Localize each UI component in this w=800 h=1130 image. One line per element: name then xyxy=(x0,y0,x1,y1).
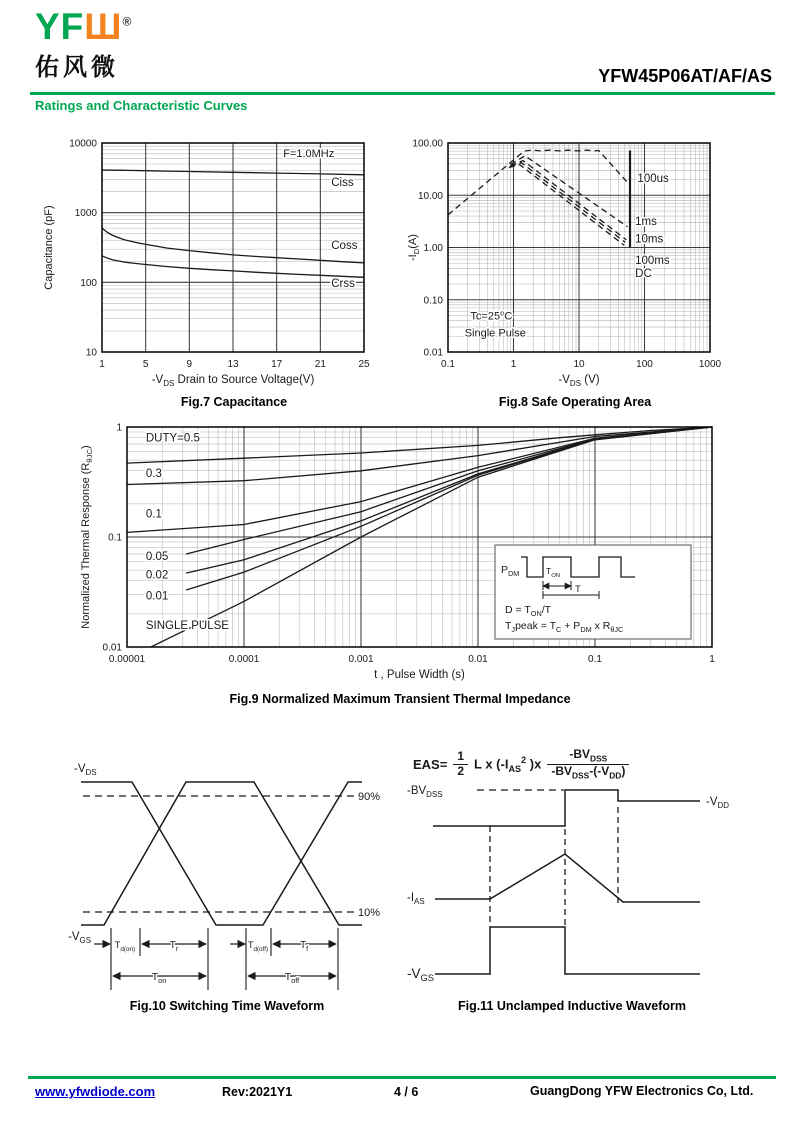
svg-text:Ciss: Ciss xyxy=(331,177,354,190)
vds-waveform xyxy=(81,782,362,925)
svg-text:10: 10 xyxy=(85,347,97,359)
timing-ticks xyxy=(111,928,338,990)
capacitance-chart xyxy=(38,133,393,395)
svg-text:0.01: 0.01 xyxy=(102,642,122,654)
formula-half-fraction: $\frac{1}{2}$ xyxy=(453,750,468,779)
vgs-label: $-V_{GS}$ xyxy=(407,966,435,983)
logo-yf: YF xyxy=(35,6,85,47)
svg-text:0.1: 0.1 xyxy=(108,532,122,544)
svg-text:25: 25 xyxy=(358,359,370,370)
formula-bv-fraction: $\frac{-BV_{DSS}}{-BV_{DSS}-(-V_{DD})}$ xyxy=(547,748,629,781)
fig9-caption: Fig.9 Normalized Maximum Transient Thermal Impedance xyxy=(229,692,571,706)
svg-text:Coss: Coss xyxy=(331,240,358,253)
website-link[interactable]: www.yfwdiode.com xyxy=(35,1084,156,1099)
svg-text:Tc=25oC: $Tc=25^oC$ xyxy=(470,308,513,323)
svg-text:T: T xyxy=(575,584,581,595)
svg-text:TON: $T_{ON}$ xyxy=(546,566,561,579)
svg-text:100.00: 100.00 xyxy=(412,138,443,150)
header-rule xyxy=(30,92,775,95)
svg-text:0.1: 0.1 xyxy=(588,654,602,665)
logo-chinese: 佑风微 xyxy=(35,54,119,81)
logo-w: Ш xyxy=(84,6,123,47)
svg-text:D = TON/T: $D = T_{ON}/T$ xyxy=(505,604,552,618)
ton-label: $T_{on}$ xyxy=(151,971,167,985)
svg-text:0.3: 0.3 xyxy=(145,468,162,481)
tf-label: $T_f$ xyxy=(299,940,309,953)
svg-text:13: 13 xyxy=(227,359,239,370)
switching-waveform-diagram xyxy=(58,748,398,998)
vds-trace xyxy=(433,790,700,826)
svg-text:0.01: 0.01 xyxy=(423,347,443,359)
series-duty-0.05 xyxy=(186,427,712,554)
svg-text:DUTY=0.5: DUTY=0.5 xyxy=(145,432,200,445)
unclamped-inductive-diagram xyxy=(405,779,770,1004)
registered-mark-icon: ® xyxy=(122,14,133,29)
timing-row1 xyxy=(94,940,336,953)
timing-row2 xyxy=(113,971,336,985)
label-90pct: 90% xyxy=(358,791,381,803)
svg-text:0.001: 0.001 xyxy=(348,654,374,665)
fig7-caption: Fig.7 Capacitance xyxy=(180,395,288,409)
vds-label: $-V_{DS}$ xyxy=(74,763,97,777)
svg-text:10: 10 xyxy=(573,359,585,370)
svg-text:DC: DC xyxy=(635,268,652,281)
svg-text:1: 1 xyxy=(510,359,517,370)
svg-text:9: 9 xyxy=(186,359,193,370)
svg-text:0.02: 0.02 xyxy=(145,569,169,582)
svg-text:Single Pulse: Single Pulse xyxy=(464,327,526,340)
svg-text:10ms: 10ms xyxy=(635,233,664,246)
svg-text:100us: 100us xyxy=(637,172,669,185)
ias-label: $-I_{AS}$ xyxy=(407,892,425,906)
svg-text:10000: 10000 xyxy=(69,138,97,150)
svg-text:17: 17 xyxy=(271,359,283,370)
part-number: YFW45P06AT/AF/AS xyxy=(598,66,772,86)
footer-rule xyxy=(28,1076,776,1079)
logo xyxy=(35,8,132,82)
svg-text:Crss: Crss xyxy=(331,277,355,290)
svg-text:TJpeak = TC + PDM x RθJC: $T_Jpeak = T_C + P_{DM}$ x $R_{\theta JC}$ xyxy=(505,620,624,634)
eas-formula xyxy=(413,748,773,781)
svg-text:0.00001: 0.00001 xyxy=(108,654,146,665)
svg-text:0.10: 0.10 xyxy=(423,295,443,307)
svg-text:0.0001: 0.0001 xyxy=(228,654,260,665)
svg-text:100ms: 100ms xyxy=(635,255,670,268)
svg-text:1.00: 1.00 xyxy=(423,243,443,254)
svg-text:0.01: 0.01 xyxy=(145,590,169,603)
svg-text:100: 100 xyxy=(80,277,97,289)
section-title: Ratings and Characteristic Curves xyxy=(35,98,248,113)
series-duty-0.5 xyxy=(127,427,712,463)
vgs-trace xyxy=(435,927,700,974)
svg-text:F=1.0MHz: F=1.0MHz xyxy=(283,147,335,160)
fig10-caption: Fig.10 Switching Time Waveform xyxy=(129,999,325,1013)
fig11-caption: Fig.11 Unclamped Inductive Waveform xyxy=(457,999,687,1013)
svg-text:1000: 1000 xyxy=(74,208,97,220)
company-name: GuangDong YFW Electronics Co, Ltd. xyxy=(530,1084,754,1098)
svg-text:PDM: $P_{DM}$ xyxy=(501,564,520,578)
formula-mid: L x ($-I_{AS}^2$ )x xyxy=(474,755,542,774)
svg-text:Normalized Thermal Response (R: Normalized Thermal Response $(R_{\theta JC})$ xyxy=(80,445,94,629)
svg-text:21: 21 xyxy=(314,359,326,370)
svg-text:10.00: 10.00 xyxy=(417,190,443,202)
tdon-label: $T_{d(on)}$ xyxy=(114,940,136,953)
svg-text:SINGLE PULSE: SINGLE PULSE xyxy=(145,619,229,632)
svg-text:1: 1 xyxy=(709,654,715,665)
vgs-label: $-V_{GS}$ xyxy=(68,931,92,945)
series-DC xyxy=(509,165,624,246)
soa-chart xyxy=(402,133,772,395)
toff-label: $T_{off}$ xyxy=(284,971,300,985)
revision: Rev:2021Y1 xyxy=(222,1085,293,1099)
bvdss-label: $-BV_{DSS}$ xyxy=(407,785,443,799)
svg-text:1000: 1000 xyxy=(698,359,722,370)
svg-text:-VDS (V): $-V_{DS}$ (V) xyxy=(558,374,600,388)
svg-text:1: 1 xyxy=(116,422,122,434)
page-number: 4 / 6 xyxy=(394,1085,419,1099)
svg-text:1: 1 xyxy=(99,359,105,370)
duty-cycle-inset xyxy=(495,545,691,639)
series-100ms xyxy=(510,163,625,243)
svg-text:0.05: 0.05 xyxy=(145,550,169,563)
series-100us xyxy=(448,150,630,215)
vdd-label: $-V_{DD}$ xyxy=(706,796,730,810)
svg-text:-VDS Drain to Source Voltage(V: $-V_{DS}$ Drain to Source Voltage(V) xyxy=(151,374,315,388)
ias-trace xyxy=(435,854,700,902)
logo-text xyxy=(35,8,132,45)
series-duty-0.1 xyxy=(127,427,712,532)
vgs-waveform xyxy=(81,782,362,925)
svg-text:-ID(A): $-I_D(A)$ xyxy=(407,234,421,261)
thermal-impedance-chart xyxy=(75,415,730,685)
tr-label: $T_r$ xyxy=(169,940,179,953)
svg-text:t , Pulse Width (s): t , Pulse Width (s) xyxy=(374,669,465,681)
svg-text:100: 100 xyxy=(636,359,653,370)
label-10pct: 10% xyxy=(358,907,381,919)
tdoff-label: $T_{d(off)}$ xyxy=(247,940,269,953)
svg-text:0.1: 0.1 xyxy=(441,359,455,370)
fig8-caption: Fig.8 Safe Operating Area xyxy=(498,395,652,409)
svg-text:Capacitance (pF): Capacitance (pF) xyxy=(43,205,55,290)
svg-text:0.1: 0.1 xyxy=(145,508,162,521)
svg-text:1ms: 1ms xyxy=(635,215,657,228)
svg-text:0.01: 0.01 xyxy=(468,654,488,665)
svg-text:5: 5 xyxy=(142,359,149,370)
formula-lhs: EAS= xyxy=(413,757,448,773)
